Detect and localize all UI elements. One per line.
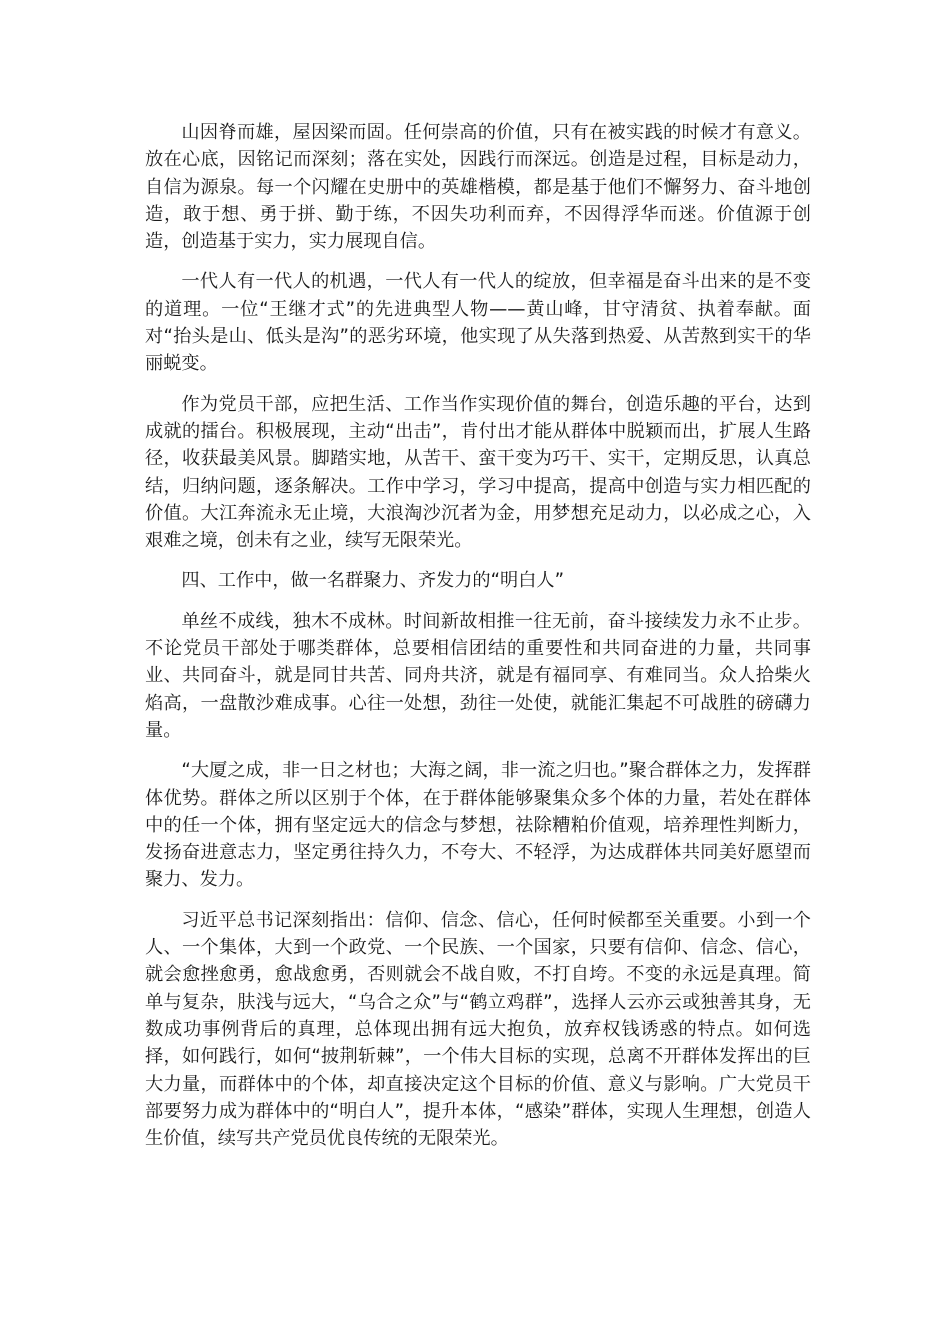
paragraph-value-creation: 山因脊而雄，屋因梁而固。任何崇高的价值，只有在被实践的时候才有意义。放在心底，因铭记而深刻；落在实处，因践行而深远。创造是过程，目标是动力，自信为源泉。每一个闪耀在史册中的英雄楷模，都是基于他们不懈努力、奋斗地创造，敢于想、勇于拼、勤于练，不因失功利而弃，不因得浮华而迷。价值源于创造，创造基于实力，实力展现自信。	[145, 122, 811, 253]
paragraph-faith-belief: 习近平总书记深刻指出：信仰、信念、信心，任何时候都至关重要。小到一个人、一个集体，大到一个政党、一个民族、一个国家，只要有信仰、信念、信心，就会愈挫愈勇，愈战愈勇，否则就会不战自败，不打自垮。不变的永远是真理。简单与复杂，肤浅与远大，“乌合之众”与“鹤立鸡群”，选择人云亦云或独善其身，无数成功事例背后的真理，总体现出拥有远大抱负，放弃权钱诱惑的特点。如何选择，如何践行，如何“披荆斩棘”，一个伟大目标的实现，总离不开群体发挥出的巨大力量，而群体中的个体，却直接决定这个目标的价值、意义与影响。广大党员干部要努力成为群体中的“明白人”，提升本体，“感染”群体，实现人生理想，创造人生价值，续写共产党员优良传统的无限荣光。	[145, 909, 811, 1150]
section-heading: 四、工作中，做一名群聚力、齐发力的“明白人”	[181, 570, 564, 592]
paragraph-group-power: “大厦之成，非一日之材也；大海之阔，非一流之归也。”聚合群体之力，发挥群体优势。群体之所以区别于个体，在于群体能够聚集众多个体的力量，若处在群体中的任一个体，拥有坚定远大的信念与梦想，祛除糟粕价值观，培养理性判断力，发扬奋进意志力，坚定勇往持久力，不夸大、不轻浮，为达成群体共同美好愿望而聚力、发力。	[145, 760, 811, 891]
paragraph-party-cadre-stage: 作为党员干部，应把生活、工作当作实现价值的舞台，创造乐趣的平台，达到成就的擂台。积极展现，主动“出击”，肯付出才能从群体中脱颖而出，扩展人生路径，收获最美风景。脚踏实地，从苦干、蛮干变为巧干、实干，定期反思，认真总结，归纳问题，逐条解决。工作中学习，学习中提高，提高中创造与实力相匹配的价值。大江奔流永无止境，大浪淘沙沉者为金，用梦想充足动力，以必成之心，入艰难之境，创未有之业，续写无限荣光。	[145, 393, 811, 552]
paragraph-unity-strength: 单丝不成线，独木不成林。时间新故相推一往无前，奋斗接续发力永不止步。不论党员干部处于哪类群体，总要相信团结的重要性和共同奋进的力量，共同事业、共同奋斗，就是同甘共苦、同舟共济，就是有福同享、有难同当。众人拾柴火焰高，一盘散沙难成事。心往一处想，劲往一处使，就能汇集起不可战胜的磅礴力量。	[145, 610, 811, 741]
paragraph-generation-opportunity: 一代人有一代人的机遇，一代人有一代人的绽放，但幸福是奋斗出来的是不变的道理。一位“王继才式”的先进典型人物——黄山峰，甘守清贫、执着奉献。面对“抬头是山、低头是沟”的恶劣环境，他实现了从失落到热爱、从苦熬到实干的华丽蜕变。	[145, 271, 811, 375]
document-body	[145, 119, 811, 1165]
